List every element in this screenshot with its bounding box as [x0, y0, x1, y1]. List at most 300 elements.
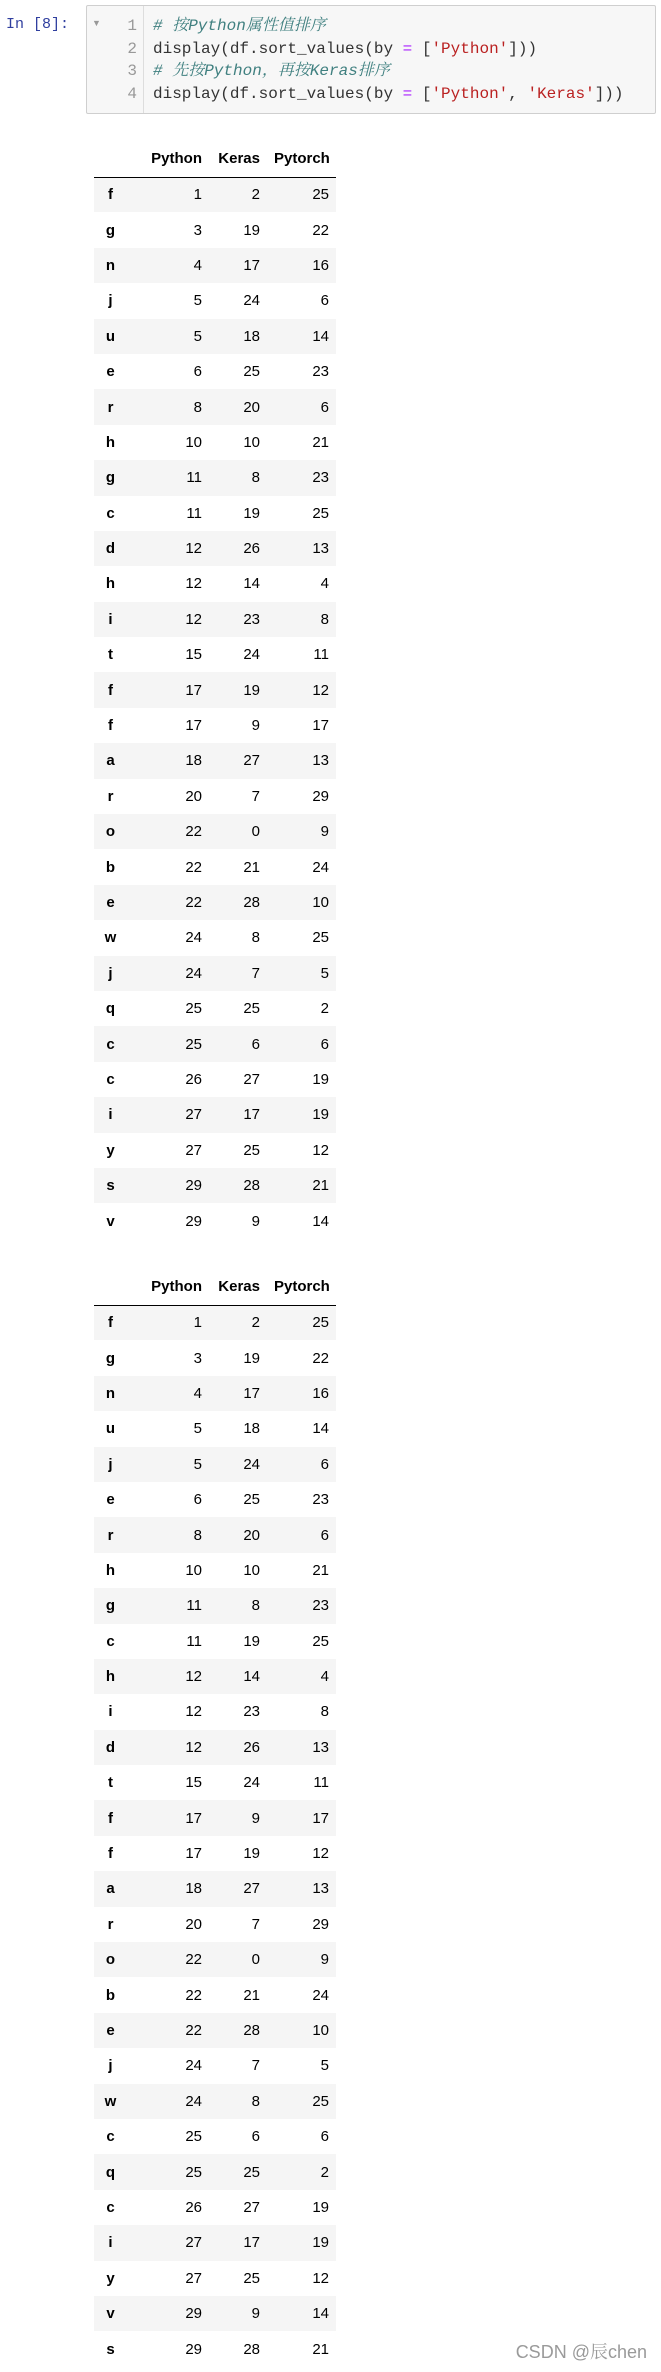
code-token: display(df.sort_values(by: [153, 84, 403, 103]
table-cell: 22: [185, 2022, 202, 2039]
table-cell: 28: [243, 894, 260, 911]
table-cell: 23: [312, 469, 329, 487]
table-cell: 26: [243, 1738, 260, 1756]
code-line[interactable]: [87, 38, 647, 60]
table-cell: 10: [243, 433, 260, 451]
table-cell: 5: [193, 1455, 202, 1473]
table-row: [94, 849, 336, 884]
table-cell: 25: [243, 1491, 260, 1509]
table-cell: 3: [193, 221, 202, 239]
table-cell: 12: [312, 1845, 329, 1863]
row-index: i: [108, 1703, 113, 1721]
table-cell: 18: [185, 752, 202, 770]
table-cell: 3: [193, 1349, 202, 1367]
code-string: 'Python': [431, 39, 509, 58]
table-row: [94, 1517, 336, 1552]
code-line[interactable]: [87, 15, 647, 37]
table-cell: 0: [251, 823, 260, 841]
table-cell: 24: [243, 646, 260, 664]
code-token: ])): [594, 84, 624, 103]
row-index: b: [105, 1986, 116, 2004]
table-cell: 15: [185, 1774, 202, 1792]
table-row: [94, 2119, 336, 2154]
table-row: [94, 920, 336, 955]
table-cell: 24: [312, 858, 329, 876]
table-cell: 25: [243, 2269, 260, 2287]
table-cell: 4: [320, 1668, 329, 1686]
table-cell: 17: [243, 256, 260, 274]
code-text: [153, 83, 624, 105]
table-cell: 17: [243, 1384, 260, 1402]
table-cell: 12: [185, 575, 202, 593]
table-cell: 17: [243, 2234, 260, 2252]
row-index: e: [106, 1491, 115, 1509]
table-cell: 20: [243, 398, 260, 416]
table-cell: 29: [312, 1915, 329, 1933]
table-cell: 21: [312, 433, 329, 451]
code-text: [153, 60, 390, 82]
table-cell: 29: [185, 1177, 202, 1195]
table-cell: 13: [312, 540, 329, 558]
row-index: q: [105, 1000, 116, 1018]
row-index: o: [105, 823, 116, 841]
table-cell: 17: [243, 1106, 260, 1124]
table-cell: 22: [185, 1986, 202, 2004]
table-cell: 8: [251, 2092, 260, 2110]
table-cell: 24: [243, 292, 260, 310]
table-cell: 19: [243, 221, 260, 239]
table-row: [94, 1026, 336, 1061]
table-row: [94, 531, 336, 566]
table-cell: 23: [243, 610, 260, 628]
table-cell: 23: [312, 1491, 329, 1509]
table-cell: 7: [251, 964, 260, 982]
row-index: g: [105, 1349, 116, 1367]
row-index: f: [108, 717, 113, 735]
row-index: s: [106, 2340, 115, 2358]
table-cell: 11: [186, 469, 202, 487]
row-index: c: [106, 2198, 115, 2216]
code-text: [153, 15, 326, 37]
row-index: y: [106, 1141, 115, 1159]
table-row: [94, 1694, 336, 1729]
row-index: r: [107, 398, 114, 416]
table-cell: 17: [185, 717, 202, 735]
code-text: [153, 38, 537, 60]
table-cell: 25: [312, 186, 329, 204]
table-cell: 27: [185, 1141, 202, 1159]
row-index: t: [108, 1774, 113, 1792]
table-cell: 9: [251, 717, 260, 735]
row-index: g: [105, 1597, 116, 1615]
table-cell: 19: [243, 504, 260, 522]
row-index: e: [106, 363, 115, 381]
table-cell: 24: [243, 1455, 260, 1473]
table-cell: 13: [312, 752, 329, 770]
index-header: [94, 140, 127, 177]
table-row: [94, 672, 336, 707]
table-row: [94, 1836, 336, 1871]
row-index: t: [108, 646, 113, 664]
row-index: g: [105, 221, 116, 239]
dataframe-output-1: [94, 140, 336, 1239]
row-index: i: [108, 610, 113, 628]
table-row: [94, 2084, 336, 2119]
code-comment: # 按Python属性值排序: [153, 17, 326, 35]
row-index: a: [106, 1880, 115, 1898]
row-index: n: [105, 1384, 116, 1402]
code-token: ,: [508, 84, 528, 103]
row-index: c: [106, 1070, 115, 1088]
row-index: j: [108, 2057, 113, 2075]
table-cell: 14: [312, 1212, 329, 1230]
table-cell: 29: [185, 1212, 202, 1230]
code-line[interactable]: [87, 83, 647, 105]
code-string: 'Python': [431, 84, 509, 103]
table-cell: 19: [312, 1106, 329, 1124]
code-comment: # 先按Python，再按Keras排序: [153, 62, 390, 80]
column-header-python: Python: [127, 140, 209, 177]
table-cell: 27: [185, 1106, 202, 1124]
column-header-pytorch: Pytorch: [267, 1268, 336, 1305]
line-number: 2: [127, 39, 137, 58]
table-cell: 6: [320, 1526, 329, 1544]
table-row: [94, 1659, 336, 1694]
table-row: [94, 1305, 336, 1340]
table-cell: 11: [186, 1597, 202, 1615]
table-row: [94, 496, 336, 531]
table-cell: 26: [243, 540, 260, 558]
row-index: d: [105, 1738, 116, 1756]
table-cell: 11: [313, 1774, 329, 1792]
table-cell: 25: [185, 2128, 202, 2146]
table-row: [94, 779, 336, 814]
table-cell: 9: [320, 823, 329, 841]
table-row: [94, 2154, 336, 2189]
table-cell: 24: [185, 929, 202, 947]
code-token: [: [412, 84, 432, 103]
row-index: a: [106, 752, 115, 770]
table-cell: 17: [185, 1809, 202, 1827]
row-index: r: [107, 1526, 114, 1544]
row-index: b: [105, 858, 116, 876]
table-cell: 25: [243, 2163, 260, 2181]
code-token: [: [412, 39, 432, 58]
table-cell: 6: [193, 363, 202, 381]
table-row: [94, 1447, 336, 1482]
row-index: i: [108, 2234, 113, 2252]
table-cell: 7: [251, 2057, 260, 2075]
table-cell: 14: [243, 1668, 260, 1686]
table-cell: 16: [312, 1384, 329, 1402]
table-cell: 19: [243, 1845, 260, 1863]
table-cell: 8: [251, 929, 260, 947]
row-index: f: [108, 681, 113, 699]
code-token: display(df.sort_values(by: [153, 39, 403, 58]
row-index: v: [106, 1212, 115, 1230]
row-index: c: [106, 2128, 115, 2146]
row-index: n: [105, 256, 116, 274]
row-index: c: [106, 1035, 115, 1053]
table-cell: 13: [312, 1738, 329, 1756]
table-row: [94, 1765, 336, 1800]
table-row: [94, 1624, 336, 1659]
table-cell: 8: [251, 469, 260, 487]
table-row: [94, 1133, 336, 1168]
table-cell: 8: [320, 610, 329, 628]
table-cell: 11: [186, 504, 202, 522]
row-index: w: [104, 929, 117, 947]
table-cell: 12: [312, 1141, 329, 1159]
table-cell: 10: [185, 1561, 202, 1579]
table-cell: 10: [312, 2022, 329, 2039]
table-cell: 12: [185, 1703, 202, 1721]
table-row: [94, 248, 336, 283]
row-index: j: [108, 292, 113, 310]
table-cell: 15: [185, 646, 202, 664]
row-index: f: [108, 186, 113, 204]
table-cell: 25: [243, 363, 260, 381]
table-row: [94, 1977, 336, 2012]
table-row: [94, 2296, 336, 2331]
row-index: j: [108, 964, 113, 982]
table-row: [94, 1588, 336, 1623]
table-cell: 25: [312, 2092, 329, 2110]
table-row: [94, 1376, 336, 1411]
table-row: [94, 425, 336, 460]
table-cell: 28: [243, 1177, 260, 1195]
table-cell: 10: [185, 433, 202, 451]
table-row: [94, 637, 336, 672]
column-header-python: Python: [127, 1268, 209, 1305]
table-cell: 7: [251, 1915, 260, 1933]
table-cell: 19: [243, 681, 260, 699]
table-cell: 29: [185, 2340, 202, 2358]
cell-prompt: In [8]:: [6, 16, 70, 33]
table-cell: 5: [193, 327, 202, 345]
table-cell: 24: [185, 964, 202, 982]
table-row: [94, 991, 336, 1026]
table-row: [94, 1730, 336, 1765]
table-row: [94, 212, 336, 247]
table-row: [94, 2048, 336, 2083]
row-index: h: [105, 1668, 116, 1686]
table-row: [94, 354, 336, 389]
table-cell: 22: [185, 823, 202, 841]
row-index: y: [106, 2269, 115, 2287]
code-token: ])): [508, 39, 538, 58]
table-row: [94, 602, 336, 637]
table-row: [94, 956, 336, 991]
row-index: s: [106, 1177, 115, 1195]
table-row: [94, 1553, 336, 1588]
index-header: [94, 1268, 127, 1305]
row-index: u: [105, 327, 116, 345]
table-cell: 2: [320, 2163, 329, 2181]
table-cell: 16: [312, 256, 329, 274]
table-row: [94, 319, 336, 354]
table-cell: 4: [320, 575, 329, 593]
table-cell: 14: [243, 575, 260, 593]
csdn-watermark: CSDN @辰chen: [515, 2342, 647, 2362]
table-cell: 2: [251, 1314, 260, 1332]
table-cell: 22: [312, 221, 329, 239]
table-row: [94, 177, 336, 212]
row-index: c: [106, 504, 115, 522]
row-index: r: [107, 787, 114, 805]
table-cell: 14: [312, 1420, 329, 1438]
row-index: q: [105, 2163, 116, 2181]
table-cell: 27: [243, 752, 260, 770]
table-row: [94, 1203, 336, 1238]
table-cell: 14: [312, 2305, 329, 2323]
table-cell: 1: [193, 186, 202, 204]
table-cell: 1: [193, 1314, 202, 1332]
table-row: [94, 708, 336, 743]
line-number: 4: [127, 84, 137, 103]
table-cell: 9: [320, 1951, 329, 1969]
table-cell: 19: [243, 1349, 260, 1367]
table-cell: 20: [185, 787, 202, 805]
table-cell: 22: [312, 1349, 329, 1367]
table-row: [94, 814, 336, 849]
row-index: h: [105, 433, 116, 451]
table-cell: 6: [251, 1035, 260, 1053]
table-cell: 9: [251, 1809, 260, 1827]
table-cell: 17: [185, 681, 202, 699]
row-index: w: [104, 2092, 117, 2110]
table-row: [94, 1062, 336, 1097]
code-cell-input[interactable]: [86, 5, 656, 114]
table-cell: 0: [251, 1951, 260, 1969]
table-row: [94, 885, 336, 920]
table-cell: 2: [251, 186, 260, 204]
column-header-keras: Keras: [209, 140, 267, 177]
table-cell: 25: [243, 1141, 260, 1159]
column-header-keras: Keras: [209, 1268, 267, 1305]
table-cell: 21: [312, 2340, 329, 2358]
row-index: o: [105, 1951, 116, 1969]
table-row: [94, 2331, 336, 2366]
table-cell: 10: [312, 894, 329, 911]
table-cell: 8: [320, 1703, 329, 1721]
table-cell: 8: [251, 1597, 260, 1615]
table-row: [94, 1800, 336, 1835]
table-cell: 12: [185, 610, 202, 628]
table-cell: 24: [185, 2057, 202, 2075]
table-cell: 9: [251, 2305, 260, 2323]
table-cell: 22: [185, 858, 202, 876]
table-cell: 18: [243, 1420, 260, 1438]
table-cell: 12: [185, 540, 202, 558]
table-cell: 6: [320, 2128, 329, 2146]
table-cell: 21: [243, 1986, 260, 2004]
table-cell: 19: [243, 1632, 260, 1650]
table-header-row: [94, 140, 336, 177]
table-cell: 19: [312, 2234, 329, 2252]
table-cell: 4: [193, 1384, 202, 1402]
table-cell: 6: [193, 1491, 202, 1509]
row-index: f: [108, 1845, 113, 1863]
table-cell: 9: [251, 1212, 260, 1230]
row-index: e: [106, 2022, 115, 2039]
row-index: u: [105, 1420, 116, 1438]
row-index: c: [106, 1632, 115, 1650]
row-index: g: [105, 469, 116, 487]
table-cell: 19: [312, 2198, 329, 2216]
row-index: j: [108, 1455, 113, 1473]
table-header-row: [94, 1268, 336, 1305]
table-row: [94, 2190, 336, 2225]
table-cell: 5: [320, 964, 329, 982]
table-row: [94, 1340, 336, 1375]
table-cell: 25: [312, 929, 329, 947]
table-cell: 20: [243, 1526, 260, 1544]
table-cell: 18: [243, 327, 260, 345]
table-cell: 11: [186, 1632, 202, 1650]
table-cell: 18: [185, 1880, 202, 1898]
table-cell: 29: [185, 2305, 202, 2323]
table-cell: 20: [185, 1915, 202, 1933]
table-cell: 17: [312, 717, 329, 735]
table-cell: 12: [185, 1668, 202, 1686]
table-cell: 23: [243, 1703, 260, 1721]
table-cell: 6: [251, 2128, 260, 2146]
table-cell: 10: [243, 1561, 260, 1579]
column-header-pytorch: Pytorch: [267, 140, 336, 177]
table-row: [94, 1482, 336, 1517]
code-token: =: [402, 39, 413, 58]
row-index: h: [105, 575, 116, 593]
table-cell: 8: [193, 1526, 202, 1544]
table-row: [94, 1411, 336, 1446]
table-cell: 24: [312, 1986, 329, 2004]
table-cell: 26: [185, 2198, 202, 2216]
row-index: r: [107, 1915, 114, 1933]
table-cell: 27: [243, 2198, 260, 2216]
table-row: [94, 1097, 336, 1132]
table-cell: 28: [243, 2022, 260, 2039]
table-cell: 27: [185, 2269, 202, 2287]
row-index: e: [106, 894, 115, 911]
dataframe-output-2: [94, 1268, 336, 2367]
table-row: [94, 743, 336, 778]
row-index: v: [106, 2305, 115, 2323]
code-line[interactable]: [87, 60, 647, 82]
table-row: [94, 460, 336, 495]
table-cell: 25: [312, 1632, 329, 1650]
fold-arrow-icon[interactable]: ▼: [92, 18, 101, 28]
row-index: i: [108, 1106, 113, 1124]
table-cell: 25: [185, 2163, 202, 2181]
table-cell: 24: [185, 2092, 202, 2110]
table-cell: 6: [320, 398, 329, 416]
table-cell: 23: [312, 1597, 329, 1615]
table-row: [94, 2013, 336, 2048]
table-cell: 14: [312, 327, 329, 345]
table-cell: 25: [243, 1000, 260, 1018]
table-cell: 12: [312, 2269, 329, 2287]
table-row: [94, 389, 336, 424]
table-cell: 21: [243, 858, 260, 876]
table-cell: 22: [185, 894, 202, 911]
table-cell: 17: [312, 1809, 329, 1827]
row-index: f: [108, 1809, 113, 1827]
table-cell: 6: [320, 292, 329, 310]
table-row: [94, 1907, 336, 1942]
table-cell: 25: [312, 1314, 329, 1332]
code-token: =: [402, 84, 413, 103]
